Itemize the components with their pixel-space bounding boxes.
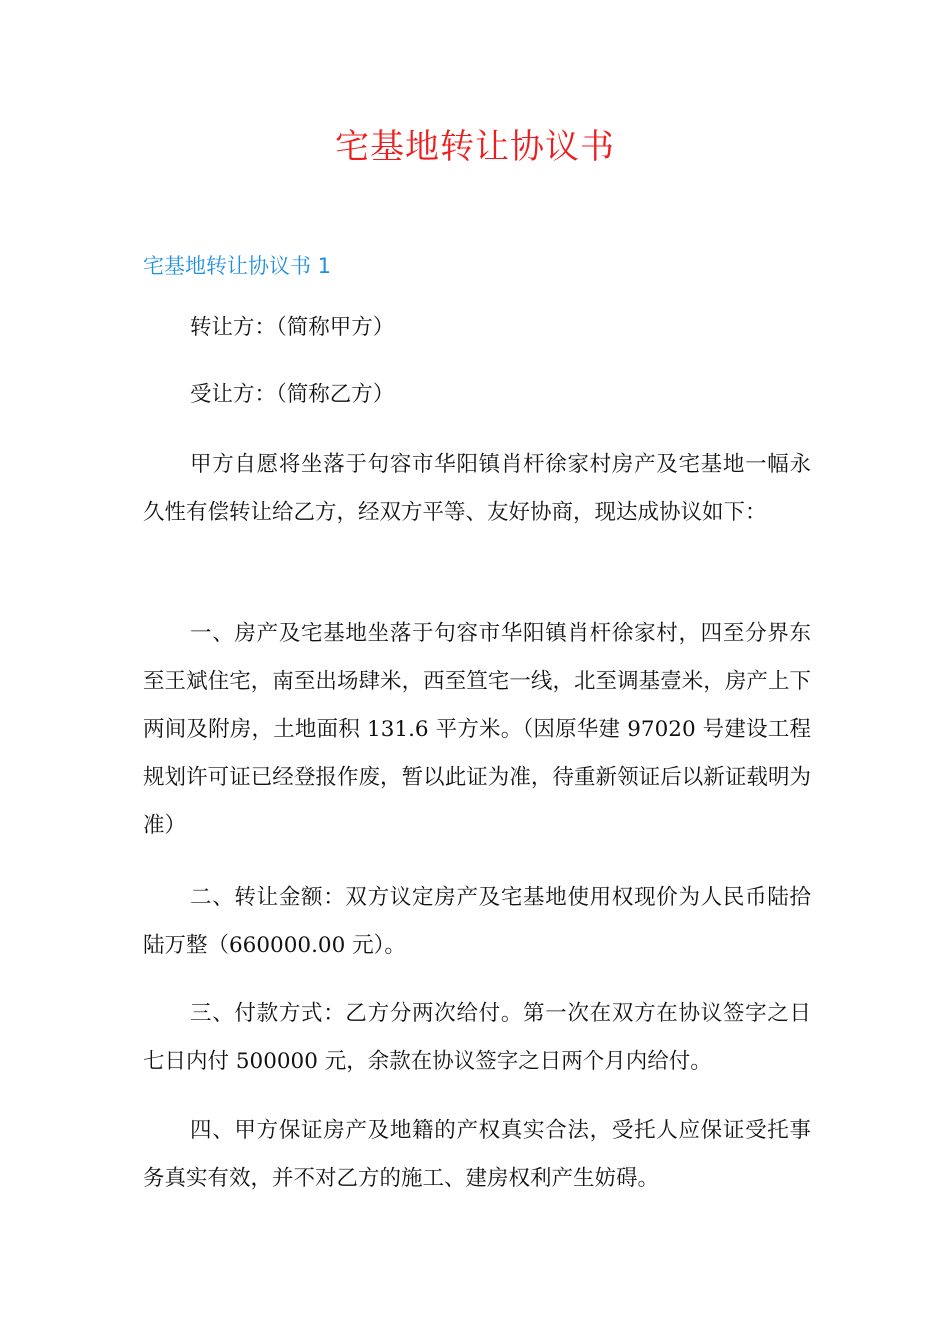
section-heading: 宅基地转让协议书 1 [143, 254, 332, 278]
clause-4-paragraph: 四、甲方保证房产及地籍的产权真实合法，受托人应保证受托事务真实有效，并不对乙方的施工、建房权利产生妨碍。 [143, 1118, 811, 1191]
document-title: 宅基地转让协议书 [335, 127, 615, 167]
clause-3-paragraph: 三、付款方式：乙方分两次给付。第一次在双方在协议签字之日七日内付 500000 元，余款在协议签字之日两个月内给付。 [143, 1001, 811, 1074]
clause-1-paragraph: 一、房产及宅基地坐落于句容市华阳镇肖杆徐家村，四至分界东至王斌住宅，南至出场肆米，西至笪宅一线，北至调基壹米，房产上下两间及附房，土地面积 131.6 平方米。（因原华建 97020 号建设工程规划许可证已经登报作废，暂以此证为准，待重新领证后以新证载明为准） [143, 621, 811, 838]
transferor-line: 转让方：（简称甲方） [190, 315, 395, 340]
clause-2-paragraph: 二、转让金额：双方议定房产及宅基地使用权现价为人民币陆拾陆万整（660000.00 元）。 [143, 885, 811, 958]
transferee-line: 受让方：（简称乙方） [190, 382, 395, 407]
intro-paragraph: 甲方自愿将坐落于句容市华阳镇肖杆徐家村房产及宅基地一幅永久性有偿转让给乙方，经双方平等、友好协商，现达成协议如下： [143, 452, 811, 525]
